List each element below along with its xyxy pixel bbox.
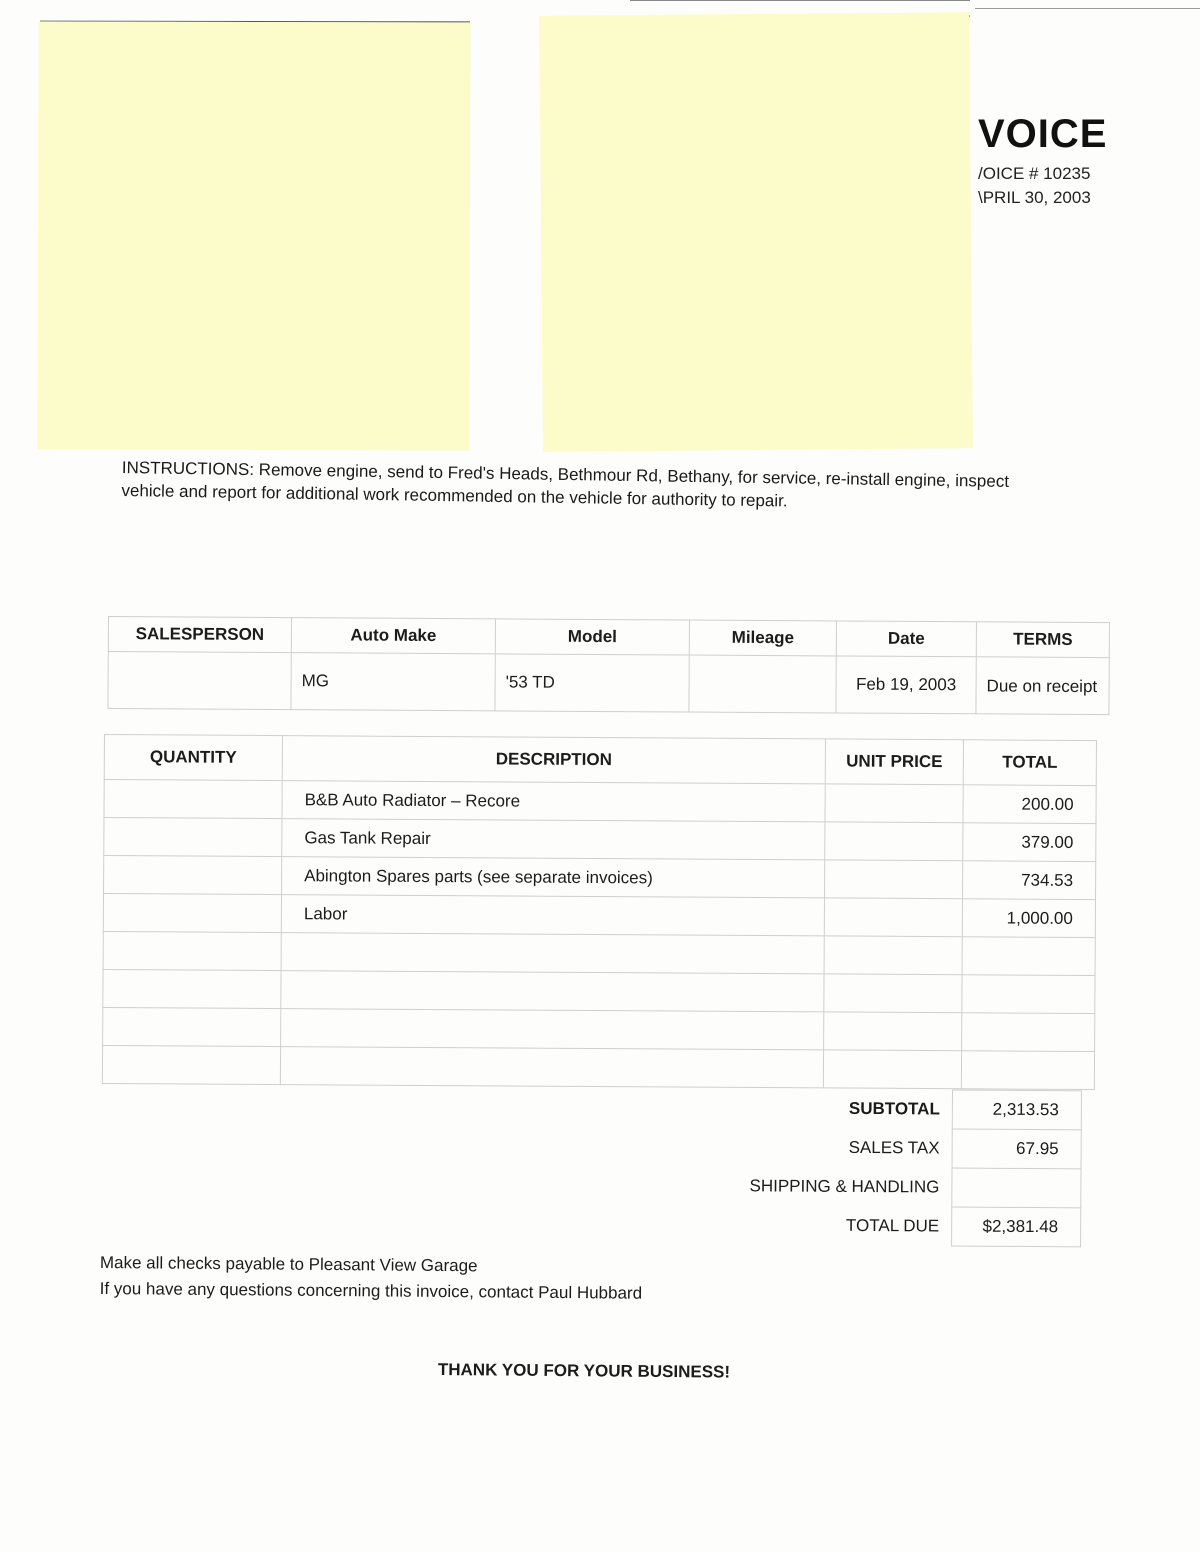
cell-total: 1,000.00 <box>962 899 1095 938</box>
sales-tax-label: SALES TAX <box>848 1137 940 1158</box>
header-date: Date <box>836 621 976 657</box>
header-total: TOTAL <box>963 740 1096 786</box>
sticky-note-right <box>539 12 973 452</box>
cell-model: '53 TD <box>495 654 689 712</box>
vehicle-info-table-wrap <box>107 616 1110 715</box>
totals-block <box>699 1088 1082 1247</box>
cell-quantity <box>103 969 281 1008</box>
cell-total: 379.00 <box>963 823 1096 862</box>
cell-quantity <box>102 1045 280 1084</box>
vehicle-info-table <box>107 616 1110 715</box>
invoice-date: \PRIL 30, 2003 <box>978 188 1091 207</box>
cell-terms: Due on receipt <box>976 657 1109 715</box>
table-row <box>104 856 1096 900</box>
header-description: DESCRIPTION <box>282 736 825 784</box>
footer-text <box>100 1250 643 1307</box>
cell-unit-price <box>825 822 963 861</box>
header-mileage: Mileage <box>689 620 836 656</box>
invoice-title: VOICE <box>978 112 1108 156</box>
payable-line: Make all checks payable to Pleasant View Garage <box>99 1252 478 1276</box>
shipping-value <box>952 1168 1081 1208</box>
cell-quantity <box>104 818 282 857</box>
cell-unit-price <box>825 860 963 899</box>
header-model: Model <box>495 619 689 655</box>
line-items-table <box>102 734 1097 1090</box>
cell-total: 734.53 <box>963 861 1096 900</box>
total-due-value: $2,381.48 <box>952 1207 1081 1247</box>
table-row <box>104 818 1096 862</box>
totals-table <box>699 1088 1082 1247</box>
cell-quantity <box>103 894 281 933</box>
cell-total <box>962 975 1095 1014</box>
cell-description: B&B Auto Radiator – Recore <box>282 781 825 822</box>
cell-unit-price <box>823 1050 961 1089</box>
header-salesperson: SALESPERSON <box>108 617 291 653</box>
cell-description <box>281 971 824 1012</box>
header-auto-make: Auto Make <box>291 618 495 654</box>
cell-description <box>281 933 824 974</box>
cell-total <box>962 937 1095 976</box>
scan-line <box>630 0 970 1</box>
header-terms: TERMS <box>976 622 1109 658</box>
cell-description: Labor <box>281 895 824 936</box>
cell-unit-price <box>824 974 962 1013</box>
contact-line: If you have any questions concerning this invoice, contact Paul Hubbard <box>99 1278 643 1303</box>
table-row <box>103 969 1095 1013</box>
cell-unit-price <box>824 1012 962 1051</box>
cell-quantity <box>104 856 282 895</box>
cell-mileage <box>689 655 836 713</box>
cell-unit-price <box>825 784 963 823</box>
cell-date: Feb 19, 2003 <box>836 656 976 714</box>
table-row <box>103 931 1095 975</box>
cell-quantity <box>103 931 281 970</box>
subtotal-value: 2,313.53 <box>952 1090 1081 1130</box>
scan-line <box>975 8 1200 9</box>
sticky-note-left <box>37 21 470 450</box>
cell-auto-make: MG <box>291 653 495 711</box>
cell-total <box>961 1051 1094 1090</box>
table-row <box>103 894 1095 938</box>
total-due-label: TOTAL DUE <box>845 1215 940 1236</box>
instructions-text: INSTRUCTIONS: Remove engine, send to Fred's Heads, Bethmour Rd, Bethany, for service, re-install engine, inspect vehicle and report for additional work recommended on the vehicle for authority to repair. <box>121 457 1010 511</box>
cell-unit-price <box>824 936 962 975</box>
cell-description: Abington Spares parts (see separate invoices) <box>282 857 825 898</box>
table-row <box>102 1045 1094 1089</box>
cell-description: Gas Tank Repair <box>282 819 825 860</box>
line-items-table-wrap <box>102 734 1097 1090</box>
header-unit-price: UNIT PRICE <box>825 739 963 785</box>
cell-total <box>962 1013 1095 1052</box>
cell-description <box>281 1009 824 1050</box>
cell-quantity <box>103 1007 281 1046</box>
thank-you-text: THANK YOU FOR YOUR BUSINESS! <box>437 1360 731 1382</box>
invoice-number: /OICE # 10235 <box>978 164 1091 183</box>
cell-quantity <box>104 780 282 819</box>
shipping-label: SHIPPING & HANDLING <box>749 1176 940 1197</box>
cell-salesperson <box>108 652 291 710</box>
header-quantity: QUANTITY <box>104 735 282 781</box>
table-row <box>103 1007 1095 1051</box>
sales-tax-value: 67.95 <box>952 1129 1081 1169</box>
table-row <box>104 780 1096 824</box>
line-items-body <box>102 780 1096 1090</box>
cell-total: 200.00 <box>963 785 1096 824</box>
cell-unit-price <box>824 898 962 937</box>
cell-description <box>280 1047 823 1088</box>
subtotal-label: SUBTOTAL <box>848 1098 940 1119</box>
